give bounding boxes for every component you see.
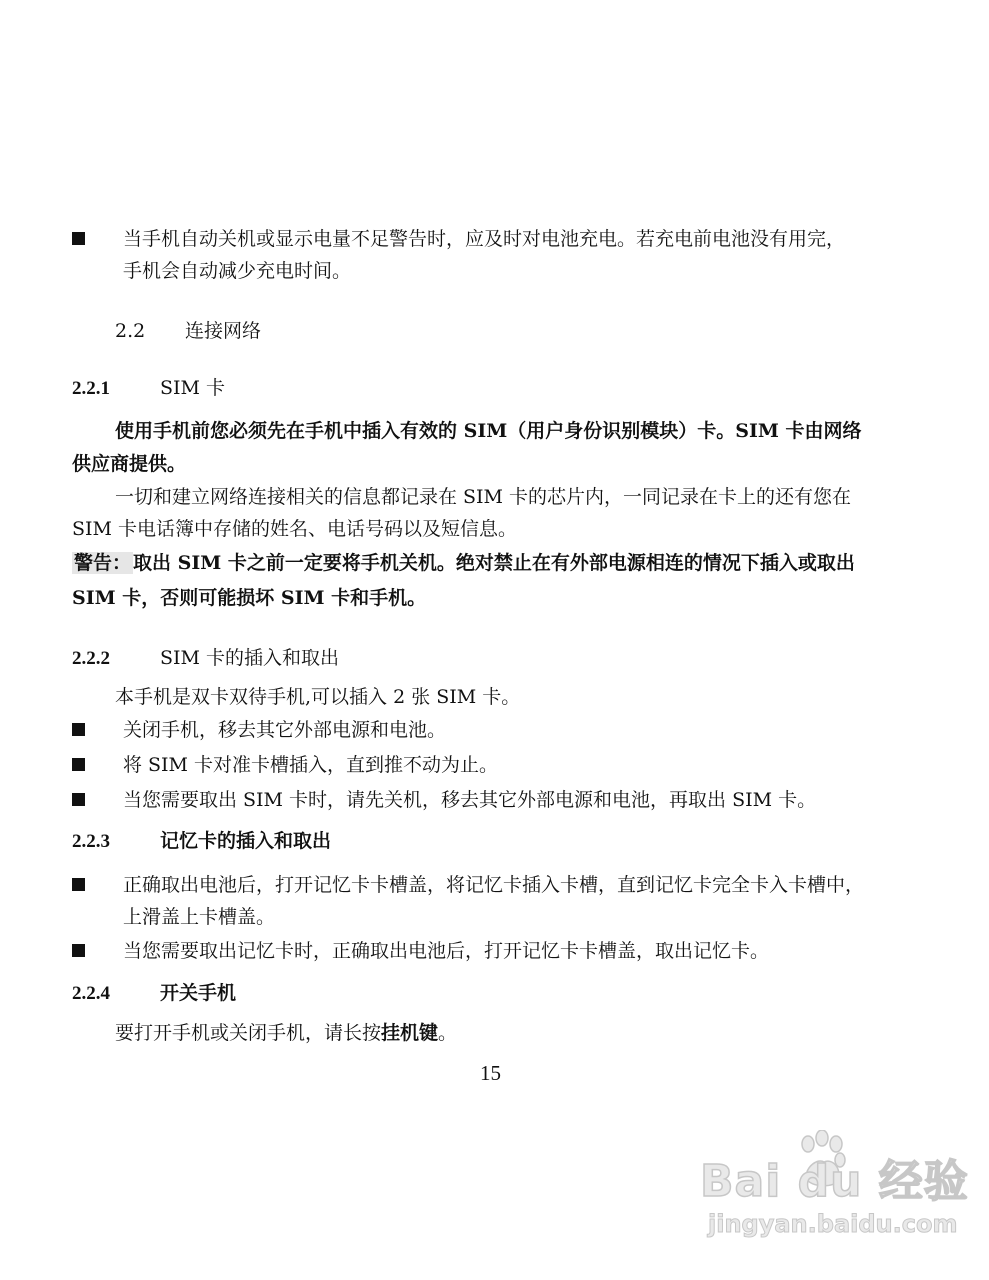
section-title: SIM 卡: [160, 377, 226, 399]
section-number: 2.2.3: [72, 831, 110, 852]
section-title: 开关手机: [160, 982, 237, 1004]
section-number: 2.2.4: [72, 983, 110, 1004]
bullet-square-icon: [72, 944, 85, 957]
paragraph-line: 供应商提供。: [72, 453, 187, 475]
paragraph-line: 使用手机前您必须先在手机中插入有效的 SIM（用户身份识别模块）卡。SIM 卡由网络: [115, 420, 862, 442]
bullet-text-line: 当手机自动关机或显示电量不足警告时，应及时对电池充电。若充电前电池没有用完，: [123, 228, 846, 250]
paragraph-line: SIM 卡电话簿中存储的姓名、电话号码以及短信息。: [72, 518, 518, 540]
bullet-square-icon: [72, 758, 85, 771]
section-title: SIM 卡的插入和取出: [160, 647, 340, 669]
list-item: 上滑盖上卡槽盖。: [123, 906, 276, 928]
warning-line: [72, 550, 855, 576]
bullet-square-icon: [72, 723, 85, 736]
section-number: 2.2.1: [72, 378, 110, 399]
bullet-square-icon: [72, 878, 85, 891]
paragraph-line: 本手机是双卡双待手机,可以插入 2 张 SIM 卡。: [115, 686, 521, 708]
list-item: 将 SIM 卡对准卡槽插入，直到推不动为止。: [123, 754, 499, 776]
list-item: 关闭手机，移去其它外部电源和电池。: [123, 719, 447, 741]
paragraph-text: 。: [438, 1022, 458, 1044]
section-number: 2.2: [115, 320, 146, 342]
bullet-text-line: 手机会自动减少充电时间。: [123, 260, 352, 282]
list-item: 当您需要取出 SIM 卡时，请先关机，移去其它外部电源和电池，再取出 SIM 卡。: [123, 789, 817, 811]
warning-text: 取出 SIM 卡之前一定要将手机关机。绝对禁止在有外部电源相连的情况下插入或取出: [133, 552, 855, 574]
bullet-square-icon: [72, 232, 85, 245]
key-name: 挂机键: [381, 1022, 439, 1044]
watermark-url-text: jingyan.baidu.com: [708, 1210, 958, 1238]
bullet-square-icon: [72, 793, 85, 806]
warning-line: SIM 卡，否则可能损坏 SIM 卡和手机。: [72, 587, 427, 609]
baidu-jingyan-watermark: [700, 1130, 969, 1260]
section-title: 连接网络: [185, 320, 262, 342]
section-heading-2-2: [115, 318, 261, 344]
section-heading-2-2-4: [72, 980, 236, 1007]
section-number: 2.2.2: [72, 648, 110, 669]
warning-label: 警告：: [74, 552, 132, 574]
list-item: 正确取出电池后，打开记忆卡卡槽盖，将记忆卡插入卡槽，直到记忆卡完全卡入卡槽中，: [123, 874, 865, 896]
watermark-logo-text: Bai du 经验: [700, 1156, 969, 1207]
section-heading-2-2-1: [72, 375, 225, 402]
section-title: 记忆卡的插入和取出: [160, 830, 332, 852]
paragraph-line: [115, 1020, 457, 1046]
page-number: 15: [480, 1061, 501, 1085]
paragraph-line: 一切和建立网络连接相关的信息都记录在 SIM 卡的芯片内，一同记录在卡上的还有您在: [115, 486, 852, 508]
section-heading-2-2-2: [72, 645, 339, 672]
section-heading-2-2-3: [72, 828, 331, 855]
list-item: 当您需要取出记忆卡时，正确取出电池后，打开记忆卡卡槽盖，取出记忆卡。: [123, 940, 770, 962]
paragraph-text: 要打开手机或关闭手机，请长按: [115, 1022, 382, 1044]
